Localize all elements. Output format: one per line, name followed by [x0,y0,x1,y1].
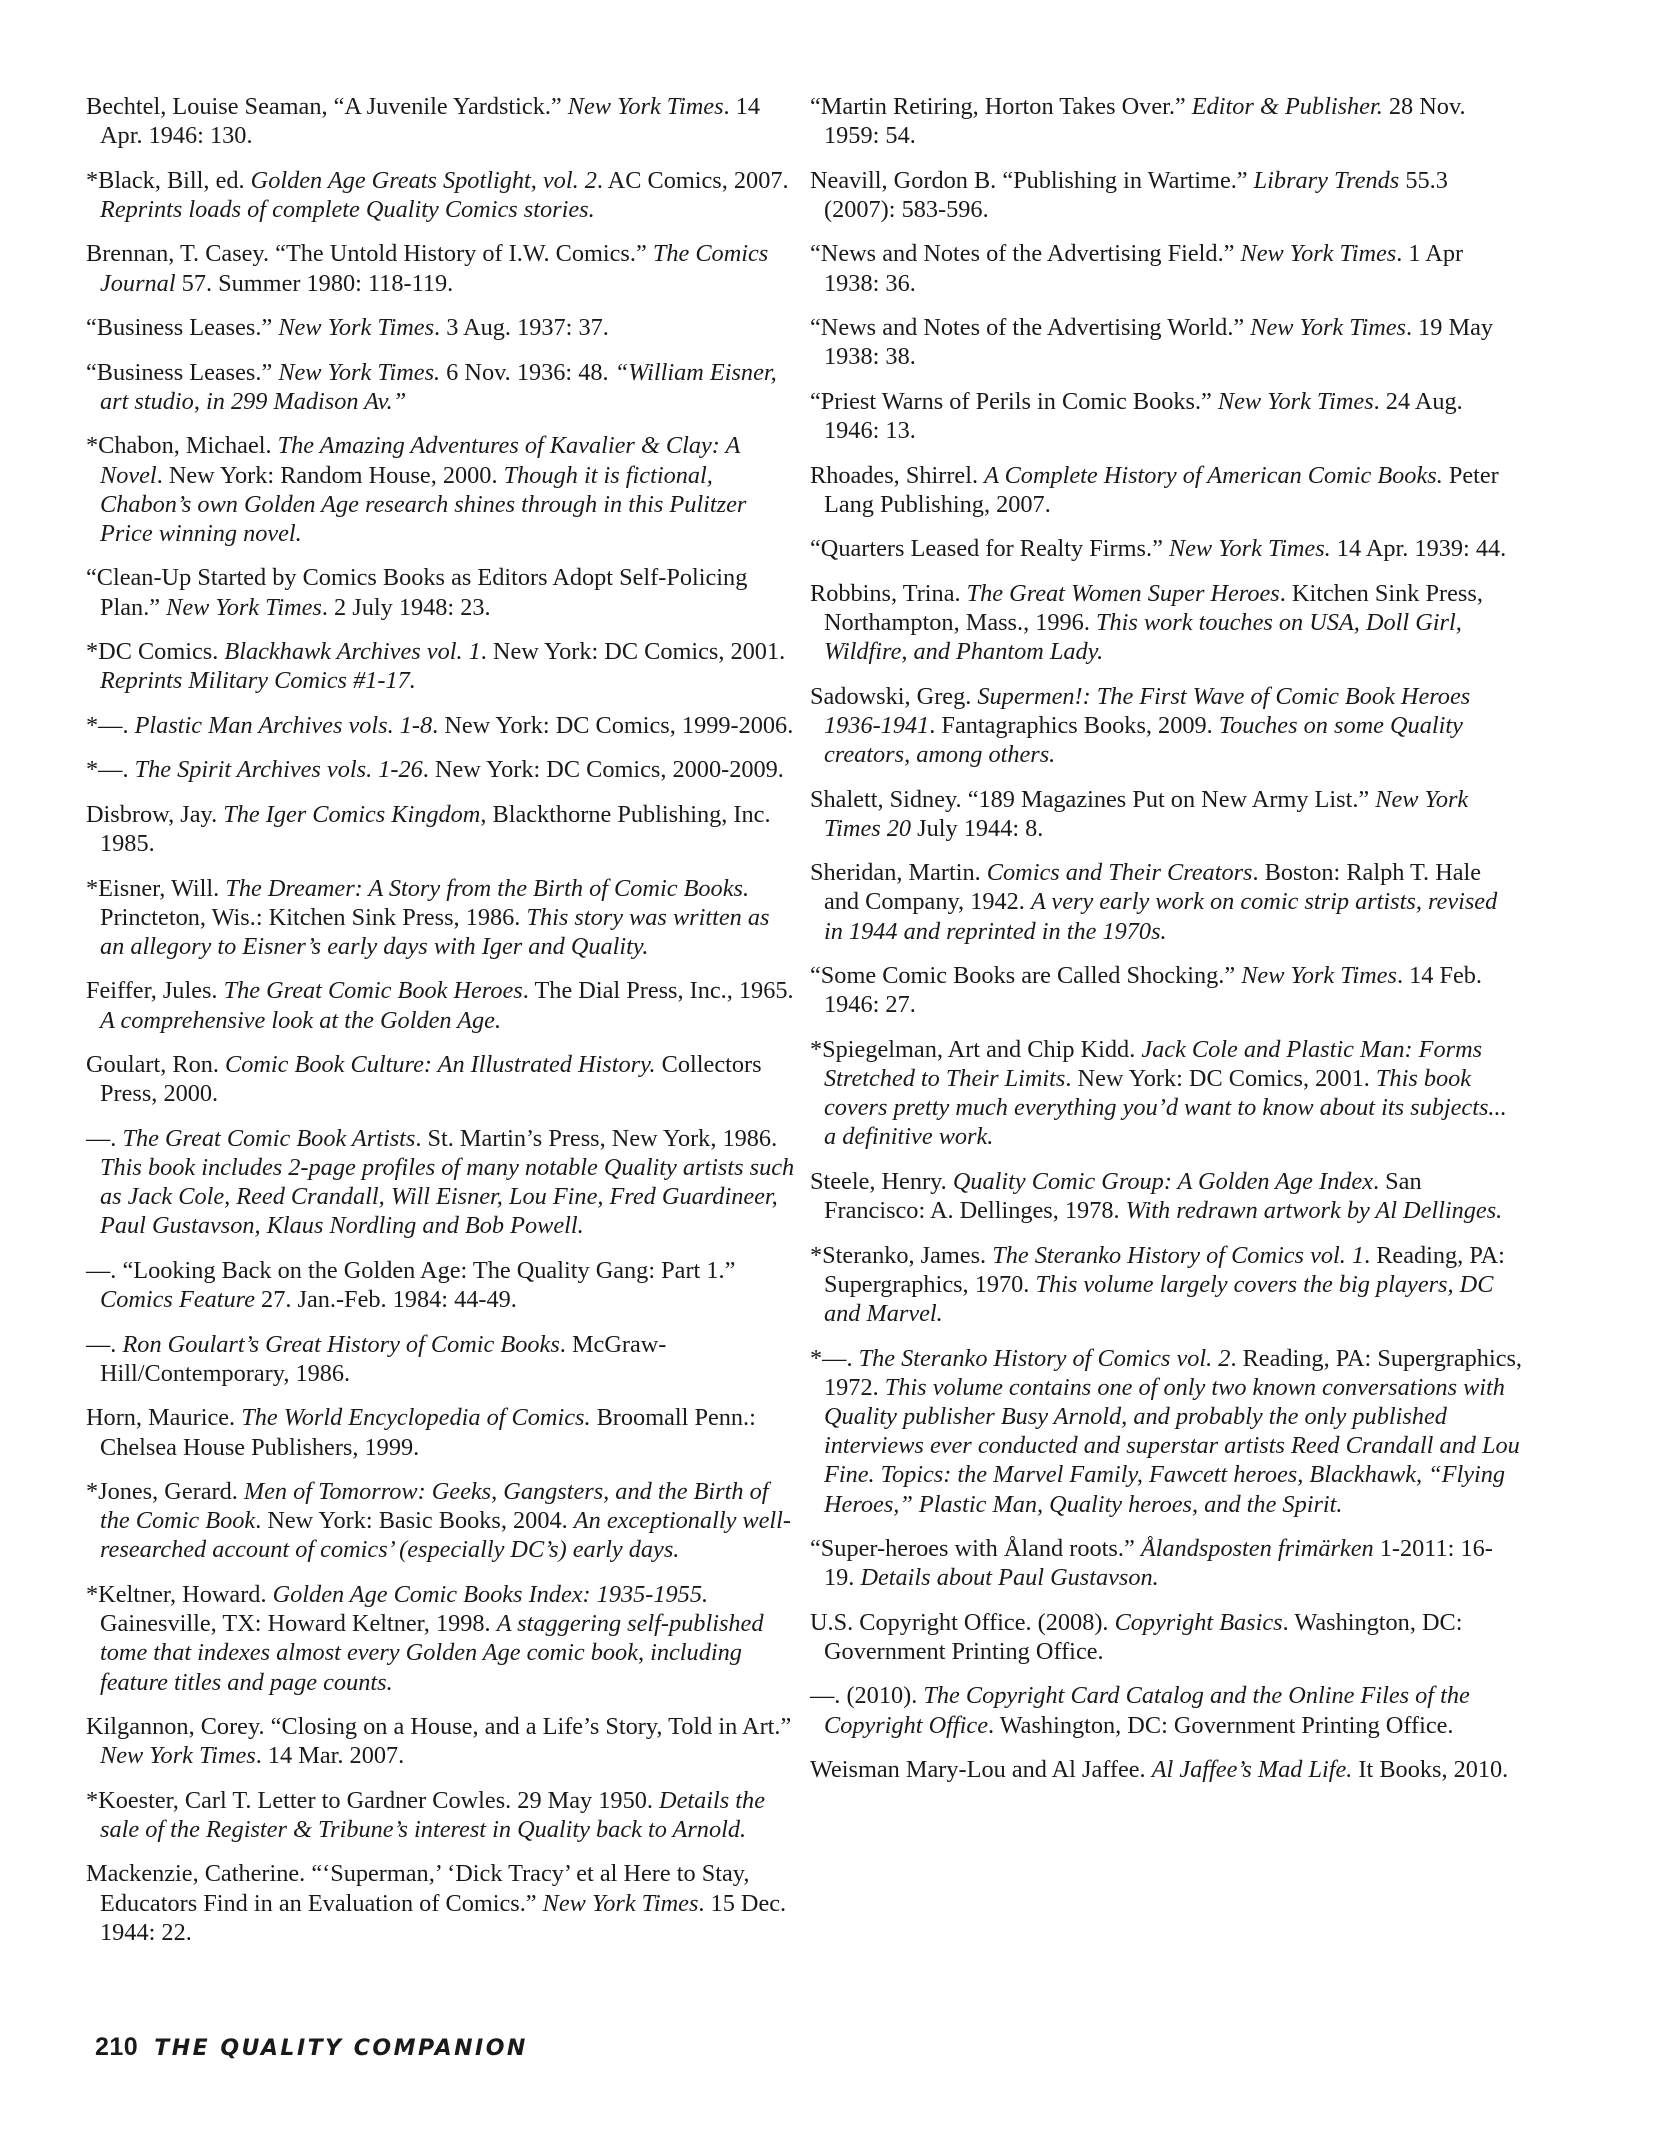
entry-italic-text: Al Jaffee’s Mad Life. [1151,1756,1353,1784]
bibliography-entry [810,1534,1522,1592]
bibliography-entry [86,800,798,858]
bibliography-entry [810,166,1522,224]
entry-text: U.S. Copyright Office. (2008). [810,1608,1115,1636]
entry-italic-text: Ålandsposten frimärken [1140,1535,1374,1563]
entry-text: *—. [810,1344,859,1372]
entry-text: *Keltner, Howard. [86,1580,273,1608]
entry-text: Sadowski, Greg. [810,682,978,710]
entry-text: . New York: DC Comics, 2000-2009. [422,756,784,784]
entry-italic-text: With redrawn artwork by Al Dellinges. [1125,1197,1503,1225]
entry-italic-text: Though it is fictional, Chabon’s own Golden Age research shines through in this Pulitzer Price winning novel. [100,461,747,547]
entry-text: , Blackthorne Publishing, Inc. 1985. [100,800,771,858]
entry-italic-text: A Complete History of American Comic Books. [984,461,1443,489]
entry-italic-text: The Comics Journal [100,240,769,297]
entry-italic-text: Plastic Man Archives vols. 1-8 [134,711,433,739]
bibliography-entry [810,785,1522,843]
entry-text: . San Francisco: A. Dellinges, 1978. [824,1167,1422,1225]
bibliography-entry [86,1403,798,1461]
bibliography-entry [86,874,798,962]
bibliography-column-left [86,92,798,1962]
bibliography-entry [86,92,798,150]
bibliography-entry [86,313,798,342]
entry-text: Broomall Penn.: Chelsea House Publishers, 1999. [100,1404,756,1461]
page-number: 210 [95,2033,139,2061]
entry-text: It Books, 2010. [1352,1756,1509,1784]
bibliography-entry [810,1681,1522,1739]
bibliography-entry [810,961,1522,1019]
bibliography-column-right [810,92,1522,1800]
entry-text: 57. Summer 1980: 118-119. [175,269,454,297]
entry-text: Kilgannon, Corey. “Closing on a House, and a Life’s Story, Told in Art.” [86,1713,792,1741]
entry-italic-text: Jack Cole and Plastic Man: Forms Stretched to Their Limits [824,1035,1483,1093]
entry-text: . 19 May 1938: 38. [824,314,1494,371]
entry-text: “Clean-Up Started by Comics Books as Editors Adopt Self-Policing Plan.” [86,564,748,621]
bibliography-entry [810,92,1522,150]
entry-italic-text: The Dreamer: A Story from the Birth of Comic Books. [225,874,750,902]
entry-text: 14 Apr. 1939: 44. [1330,535,1507,563]
entry-italic-text: New York Times [567,93,724,120]
bibliography-entry [86,431,798,548]
entry-text: “Martin Retiring, Horton Takes Over.” [810,93,1192,120]
entry-text: 6 Nov. 1936: 48. [440,358,615,386]
entry-text: Peter Lang Publishing, 2007. [824,461,1499,518]
bibliography-entry [86,166,798,224]
entry-text: *—. [86,756,135,784]
entry-italic-text: Library Trends [1253,166,1400,194]
entry-text: . New York: DC Comics, 2001. [1065,1065,1376,1093]
entry-italic-text: This book includes 2-page profiles of many notable Quality artists such as Jack Cole, Reed Crandall, Will Eisner, Lou Fine, Fred Guardineer, Paul Gustavson, Klaus Nordling and Bob Powell. [100,1154,795,1240]
entry-italic-text: The Steranko History of Comics vol. 2 [858,1344,1231,1372]
entry-text: *Jones, Gerard. [86,1478,244,1506]
bibliography-entry [810,387,1522,445]
entry-text: —. “Looking Back on the Golden Age: The Quality Gang: Part 1.” [86,1256,736,1284]
bibliography-entry [810,461,1522,519]
entry-italic-text: New York Times [1217,387,1374,415]
entry-text: Robbins, Trina. [810,579,967,607]
entry-text: *Koester, Carl T. Letter to Gardner Cowles. 29 May 1950. [86,1786,660,1814]
entry-italic-text: Comics Feature [100,1286,255,1314]
entry-text: 1-2011: 16-19. [824,1535,1493,1592]
entry-text: . Washington, DC: Government Printing Office. [987,1711,1454,1739]
entry-text: . 2 July 1948: 23. [321,593,491,621]
entry-text: 27. Jan.-Feb. 1984: 44-49. [254,1286,517,1314]
entry-italic-text: Copyright Basics [1114,1608,1283,1636]
entry-italic-text: New York Times [166,593,322,621]
entry-text: . 24 Aug. 1946: 13. [824,387,1463,445]
bibliography-entry [86,1330,798,1388]
entry-italic-text: The Amazing Adventures of Kavalier & Clay: A Novel [100,432,740,489]
entry-text: . New York: DC Comics, 1999-2006. [432,711,794,739]
entry-text: . Fantagraphics Books, 2009. [929,711,1219,739]
entry-italic-text: The Great Comic Book Heroes [223,977,523,1005]
entry-italic-text: The Spirit Archives vols. 1-26 [134,756,423,784]
entry-text: Goulart, Ron. [86,1051,226,1079]
entry-italic-text: Comic Book Culture: An Illustrated History. [225,1051,656,1079]
entry-text: *Steranko, James. [810,1241,993,1269]
entry-text: Rhoades, Shirrel. [810,461,985,489]
entry-italic-text: Reprints Military Comics #1-17. [100,667,416,695]
entry-text: . Reading, PA: Supergraphics, 1970. [824,1241,1505,1298]
entry-italic-text: Golden Age Greats Spotlight, vol. 2 [250,166,597,194]
entry-text: July 1944: 8. [911,814,1044,842]
bibliography-entry [810,579,1522,667]
bibliography-entry [810,1608,1522,1666]
entry-text: Bechtel, Louise Seaman, “A Juvenile Yardstick.” [86,93,568,120]
bibliography-entry [810,313,1522,371]
entry-text: . New York: Basic Books, 2004. [255,1507,574,1535]
bibliography-entry [810,534,1522,563]
entry-text: . New York: Random House, 2000. [156,461,504,489]
bibliography-entry [86,976,798,1034]
entry-italic-text: New York Times [542,1889,699,1917]
entry-text: Horn, Maurice. [86,1404,242,1432]
bibliography-entry [810,1167,1522,1225]
bibliography-entry [86,1124,798,1241]
entry-italic-text: Ron Goulart’s Great History of Comic Books [122,1330,560,1358]
bibliography-entry [86,1580,798,1697]
entry-italic-text: A very early work on comic strip artists, revised in 1944 and reprinted in the 1970s. [824,888,1498,945]
bibliography-entry [86,1256,798,1314]
entry-text: Neavill, Gordon B. “Publishing in Wartime.” [810,166,1254,194]
entry-text: . 14 Mar. 2007. [255,1742,405,1770]
entry-text: . Reading, PA: Supergraphics, 1972. [824,1344,1523,1401]
entry-italic-text: The Great Comic Book Artists [122,1124,416,1152]
entry-text: “Business Leases.” [86,314,279,342]
bibliography-entry [810,239,1522,297]
entry-text: “Quarters Leased for Realty Firms.” [810,535,1169,563]
entry-italic-text: New York Times. [278,358,441,386]
entry-italic-text: Supermen!: The First Wave of Comic Book Heroes 1936-1941 [824,682,1471,739]
entry-italic-text: New York Times. [1168,535,1331,563]
entry-italic-text: Blackhawk Archives vol. 1 [224,638,481,666]
entry-text: Weisman Mary-Lou and Al Jaffee. [810,1756,1152,1784]
entry-text: *Chabon, Michael. [86,432,278,460]
running-title: THE QUALITY COMPANION [154,2036,528,2061]
entry-text: Steele, Henry. [810,1167,953,1195]
entry-text: —. [86,1124,123,1152]
entry-text: . McGraw-Hill/Contemporary, 1986. [100,1330,667,1387]
bibliography-entry [810,1755,1522,1784]
entry-text: . 15 Dec. 1944: 22. [100,1889,787,1946]
entry-text: “Some Comic Books are Called Shocking.” [810,962,1242,990]
entry-text: *DC Comics. [86,638,225,666]
entry-text: . St. Martin’s Press, New York, 1986. [415,1124,778,1152]
entry-text: —. [86,1330,123,1358]
entry-text: . AC Comics, 2007. [596,166,789,194]
entry-italic-text: Comics and Their Creators [986,859,1253,887]
entry-italic-text: This volume largely covers the big players, DC and Marvel. [824,1270,1494,1328]
entry-text: Feiffer, Jules. [86,977,224,1005]
bibliography-entry [86,1712,798,1770]
entry-text: Shalett, Sidney. “189 Magazines Put on New Army List.” [810,785,1376,813]
entry-text: *Spiegelman, Art and Chip Kidd. [810,1035,1142,1063]
entry-italic-text: The Copyright Card Catalog and the Online Files of the Copyright Office [824,1682,1470,1739]
entry-italic-text: New York Times [1250,314,1406,342]
entry-text: Mackenzie, Catherine. “‘Superman,’ ‘Dick Tracy’ et al Here to Stay, Educators Find in an Evaluation of Comics.” [86,1860,750,1917]
entry-italic-text: New York Times [278,314,435,342]
bibliography-entry [810,1035,1522,1152]
entry-text: . New York: DC Comics, 2001. [480,638,786,666]
entry-text: Brennan, T. Casey. “The Untold History of I.W. Comics.” [86,240,653,268]
entry-italic-text: New York Times [1240,240,1397,268]
entry-italic-text: Reprints loads of complete Quality Comics stories. [100,195,595,223]
entry-text: “Super-heroes with Åland roots.” [810,1535,1141,1563]
entry-text: . 3 Aug. 1937: 37. [434,314,609,342]
entry-text: . The Dial Press, Inc., 1965. [522,977,794,1005]
entry-italic-text: This story was written as an allegory to Eisner’s early days with Iger and Quality. [100,903,770,960]
entry-italic-text: This book covers pretty much everything you’d want to know about its subjects... a definitive work. [824,1065,1507,1151]
entry-italic-text: This work touches on USA, Doll Girl, Wildfire, and Phantom Lady. [824,608,1462,666]
entry-italic-text: Details about Paul Gustavson. [860,1564,1159,1592]
entry-text: 55.3 (2007): 583-596. [824,166,1448,223]
entry-italic-text: Editor & Publisher. [1191,93,1383,120]
entry-italic-text: Touches on some Quality creators, among others. [824,711,1463,769]
entry-italic-text: The Great Women Super Heroes [966,579,1280,607]
bibliography-entry [86,711,798,740]
entry-text: *Black, Bill, ed. [86,166,251,194]
entry-text: Disbrow, Jay. [86,800,224,828]
entry-text: *—. [86,711,135,739]
entry-italic-text: New York Times [100,1742,256,1770]
entry-italic-text: Details the sale of the Register & Tribune’s interest in Quality back to Arnold. [100,1786,765,1843]
entry-text: . 1 Apr 1938: 36. [824,240,1464,297]
entry-italic-text: A comprehensive look at the Golden Age. [100,1006,502,1034]
bibliography-entry [86,1786,798,1844]
entry-text: . 14 Feb. 1946: 27. [824,962,1482,1019]
bibliography-entry [86,1477,798,1565]
bibliography-entry [810,1241,1522,1329]
page-footer [95,2033,528,2062]
entry-text: “News and Notes of the Advertising Field.” [810,240,1241,268]
entry-text: Sheridan, Martin. [810,859,987,887]
entry-italic-text: The Steranko History of Comics vol. 1 [992,1241,1365,1269]
entry-text: . 14 Apr. 1946: 130. [100,93,760,150]
entry-italic-text: The World Encyclopedia of Comics. [241,1404,591,1432]
entry-italic-text: “William Eisner, art studio, in 299 Madison Av.” [100,358,777,415]
entry-italic-text: Men of Tomorrow: Geeks, Gangsters, and the Birth of the Comic Book [100,1478,769,1535]
entry-text: *Eisner, Will. [86,874,226,902]
bibliography-entry [810,682,1522,770]
entry-italic-text: New York Times 20 [824,785,1469,842]
bibliography-entry [86,1859,798,1947]
bibliography-entry [86,1050,798,1108]
entry-italic-text: An exceptionally well-researched account of comics’ (especially DC’s) early days. [100,1507,792,1564]
bibliography-entry [810,1344,1522,1519]
entry-italic-text: New York Times [1241,962,1397,990]
bibliography-entry [86,239,798,297]
entry-text: . Boston: Ralph T. Hale and Company, 1942. [824,859,1482,916]
entry-text: 28 Nov. 1959: 54. [824,93,1466,150]
entry-text: “News and Notes of the Advertising World.” [810,314,1251,342]
entry-text: . Kitchen Sink Press, Northampton, Mass., 1996. [824,579,1483,636]
entry-text: Princteton, Wis.: Kitchen Sink Press, 1986. [100,903,527,931]
entry-italic-text: This volume contains one of only two known conversations with Quality publisher Busy Arnold, and probably the only published interviews ever conducted and superstar artists Reed Crandall and Lou Fine. Topics: the Marvel Family, Fawcett heroes, Blackhawk, “Flying Heroes,” Plastic Man, Quality heroes, and the Spirit. [824,1373,1520,1518]
entry-text: “Priest Warns of Perils in Comic Books.” [810,387,1218,415]
bibliography-entry [86,637,798,695]
entry-text: Collectors Press, 2000. [100,1051,762,1108]
bibliography-entry [810,858,1522,946]
bibliography-entry [86,563,798,621]
bibliography-entry [86,358,798,416]
entry-italic-text: Golden Age Comic Books Index: 1935-1955. [272,1580,709,1608]
entry-text: . Washington, DC: Government Printing Office. [824,1608,1463,1665]
entry-text: —. (2010). [810,1682,924,1710]
entry-italic-text: A staggering self-published tome that indexes almost every Golden Age comic book, including feature titles and page counts. [100,1610,764,1696]
entry-text: Gainesville, TX: Howard Keltner, 1998. [100,1610,497,1638]
bibliography-entry [86,755,798,784]
entry-text: “Business Leases.” [86,358,279,386]
entry-italic-text: Quality Comic Group: A Golden Age Index [952,1167,1373,1195]
entry-italic-text: The Iger Comics Kingdom [223,800,481,828]
